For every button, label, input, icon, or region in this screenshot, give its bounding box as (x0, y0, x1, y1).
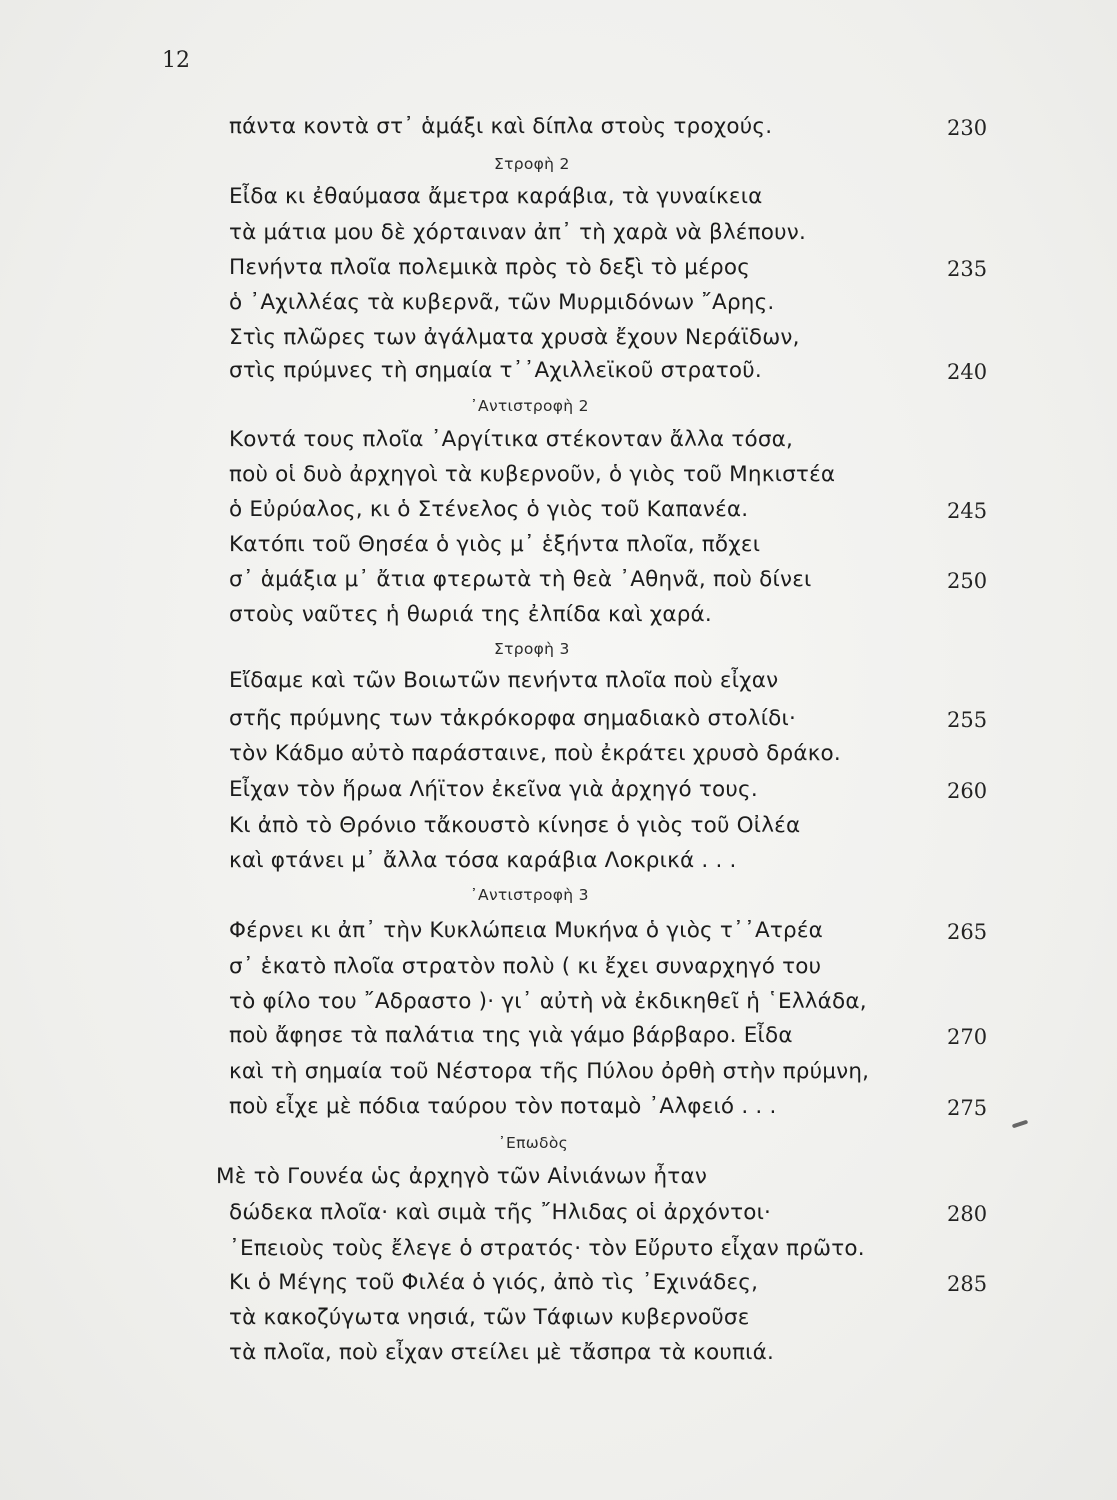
verse-row (0, 1236, 1117, 1270)
line-number: 280 (947, 1202, 988, 1226)
verse-row (0, 1059, 1117, 1093)
verse-row (0, 1023, 1117, 1057)
verse-row (0, 427, 1117, 461)
verse-row (0, 358, 1117, 392)
verse-row (0, 220, 1117, 254)
verse-row (0, 567, 1117, 601)
heading-antistrophe-3: ᾿Αντιστροφὴ 3 (470, 886, 589, 904)
verse-line: στοὺς ναῦτες ἡ θωριά της ἐλπίδα καὶ χαρά. (229, 602, 712, 627)
page-number: 12 (162, 48, 190, 73)
verse-line: Πενήντα πλοῖα πολεμικὰ πρὸς τὸ δεξὶ τὸ μέρος (229, 255, 751, 280)
heading-epode: ᾿Επωδὸς (498, 1134, 569, 1152)
line-number: 270 (947, 1025, 988, 1049)
line-number: 235 (947, 257, 988, 281)
heading-strophe-3: Στροφὴ 3 (494, 640, 570, 658)
verse-row (0, 1270, 1117, 1304)
verse-line: Μὲ τὸ Γουνέα ὡς ἀρχηγὸ τῶν Αἰνιάνων ἦταν (216, 1164, 708, 1189)
verse-row (0, 325, 1117, 359)
line-number: 275 (947, 1096, 988, 1120)
verse-row (0, 497, 1117, 531)
verse-row (0, 602, 1117, 636)
verse-row (0, 989, 1117, 1023)
verse-line: Στὶς πλῶρες των ἀγάλματα χρυσὰ ἔχουν Νεράϊδων, (229, 325, 800, 350)
verse-line: Κατόπι τοῦ Θησέα ὁ γιὸς μ᾿ ἑξήντα πλοῖα, πὄχει (229, 532, 761, 557)
verse-line: Κι ἀπὸ τὸ Θρόνιο τἄκουστὸ κίνησε ὁ γιὸς τοῦ Οἰλέα (229, 813, 801, 838)
verse-row (0, 532, 1117, 566)
line-number: 255 (947, 708, 988, 732)
line-number: 230 (947, 116, 988, 140)
verse-line: τὰ κακοζύγωτα νησιά, τῶν Τάφιων κυβερνοῦσε (229, 1305, 750, 1330)
verse-line: σ᾿ ἑκατὸ πλοῖα στρατὸν πολὺ ( κι ἔχει συναρχηγό του (229, 954, 822, 979)
verse-row (0, 462, 1117, 496)
verse-line: καὶ τὴ σημαία τοῦ Νέστορα τῆς Πύλου ὀρθὴ στὴν πρύμνη, (229, 1059, 870, 1084)
verse-line: Εἶχαν τὸν ἥρωα Λήϊτον ἐκεῖνα γιὰ ἀρχηγό τους. (229, 777, 758, 802)
verse-row (0, 290, 1117, 324)
verse-row (0, 706, 1117, 740)
line-number: 250 (947, 569, 988, 593)
line-number: 285 (947, 1272, 988, 1296)
verse-line: Φέρνει κι ἀπ᾿ τὴν Κυκλώπεια Μυκήνα ὁ γιὸς τ᾿᾿Ατρέα (229, 918, 824, 943)
verse-line: δώδεκα πλοῖα· καὶ σιμὰ τῆς ῎Ηλιδας οἱ ἀρχόντοι· (229, 1200, 772, 1225)
verse-row (0, 1164, 1117, 1198)
verse-line: Κοντά τους πλοῖα ᾿Αργίτικα στέκονταν ἄλλα τόσα, (229, 427, 794, 452)
line-number: 260 (947, 779, 988, 803)
verse-row (0, 1094, 1117, 1128)
verse-line: καὶ φτάνει μ᾿ ἄλλα τόσα καράβια Λοκρικά . . . (229, 848, 737, 873)
verse-row (0, 954, 1117, 988)
verse-row (0, 668, 1117, 702)
verse-line: ὁ Εὐρύαλος, κι ὁ Στένελος ὁ γιὸς τοῦ Καπανέα. (229, 497, 749, 522)
heading-strophe-2: Στροφὴ 2 (494, 155, 570, 173)
heading-antistrophe-2: ᾿Αντιστροφὴ 2 (470, 397, 589, 415)
verse-row (0, 813, 1117, 847)
verse-row (0, 1305, 1117, 1339)
verse-line: ποὺ οἱ δυὸ ἀρχηγοὶ τὰ κυβερνοῦν, ὁ γιὸς τοῦ Μηκιστέα (229, 462, 836, 487)
line-number: 245 (947, 499, 988, 523)
verse-line: σ᾿ ἁμάξια μ᾿ ἄτια φτερωτὰ τὴ θεὰ ᾿Αθηνᾶ, ποὺ δίνει (229, 567, 812, 592)
verse-row (0, 184, 1117, 218)
verse-row (0, 114, 1117, 148)
verse-line: στὶς πρύμνες τὴ σημαία τ᾿᾿Αχιλλεϊκοῦ στρατοῦ. (229, 358, 762, 383)
verse-line: Εἶδα κι ἐθαύμασα ἄμετρα καράβια, τὰ γυναίκεια (229, 184, 763, 209)
verse-row (0, 918, 1117, 952)
verse-row (0, 1200, 1117, 1234)
verse-line: τὰ μάτια μου δὲ χόρταιναν ἀπ᾿ τὴ χαρὰ νὰ βλέπουν. (229, 220, 806, 245)
verse-line: στῆς πρύμνης των τἀκρόκορφα σημαδιακὸ στολίδι· (229, 706, 797, 731)
verse-line: τὸ φίλο του ῎Αδραστο )· γι᾿ αὐτὴ νὰ ἐκδικηθεῖ ἡ ῾Ελλάδα, (229, 989, 867, 1014)
verse-line: ᾿Επειοὺς τοὺς ἔλεγε ὁ στρατός· τὸν Εὔρυτο εἶχαν πρῶτο. (229, 1236, 865, 1261)
verse-line: ὁ ᾿Αχιλλέας τὰ κυβερνᾶ, τῶν Μυρμιδόνων ῎Αρης. (229, 290, 775, 315)
verse-line: ποὺ ἄφησε τὰ παλάτια της γιὰ γάμο βάρβαρο. Εἶδα (229, 1023, 793, 1048)
line-number: 240 (947, 360, 988, 384)
verse-row (0, 741, 1117, 775)
line-number: 265 (947, 920, 988, 944)
verse-row (0, 777, 1117, 811)
verse-row (0, 255, 1117, 289)
verse-line: πάντα κοντὰ στ᾿ ἁμάξι καὶ δίπλα στοὺς τροχούς. (229, 114, 773, 139)
verse-line: ποὺ εἶχε μὲ πόδια ταύρου τὸν ποταμὸ ᾿Αλφειό . . . (229, 1094, 777, 1119)
verse-line: τὸν Κάδμο αὐτὸ παράσταινε, ποὺ ἐκράτει χρυσὸ δράκο. (229, 741, 841, 766)
verse-row (0, 848, 1117, 882)
verse-line: Κι ὁ Μέγης τοῦ Φιλέα ὁ γιός, ἀπὸ τὶς ᾿Εχινάδες, (229, 1270, 759, 1295)
verse-line: τὰ πλοῖα, ποὺ εἶχαν στείλει μὲ τἄσπρα τὰ κουπιά. (229, 1340, 775, 1365)
verse-line: Εἴδαμε καὶ τῶν Βοιωτῶν πενήντα πλοῖα ποὺ εἶχαν (229, 668, 779, 693)
verse-row (0, 1340, 1117, 1374)
